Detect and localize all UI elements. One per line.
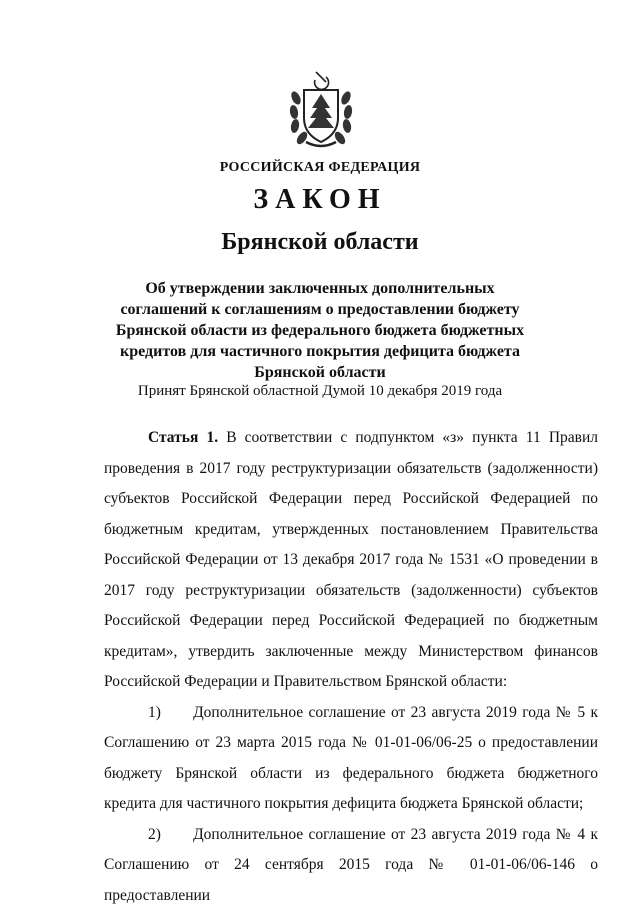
law-body bbox=[104, 423, 598, 911]
list-item bbox=[104, 698, 598, 820]
law-subject-title: Об утверждении заключенных дополнительных соглашений к соглашениям о предоставлении бюджету Брянской области из федерального бюджета бюджетных кредитов для частичного покрытия дефицита бюджета Брянской области bbox=[100, 278, 540, 383]
list-item bbox=[104, 820, 598, 911]
item-text: Дополнительное соглашение от 23 августа 2019 года № 5 к Соглашению от 23 марта 2015 года № 01-01-06/06-25 о предоставлении бюджету Брянской области из федерального бюджета бюджетного кредита для частичного покрытия дефицита бюджета Брянской области; bbox=[104, 704, 598, 813]
article-1-label: Статья 1. bbox=[148, 429, 218, 446]
adoption-line: Принят Брянской областной Думой 10 декабря 2019 года bbox=[0, 383, 640, 400]
article-1-text: В соответствии с подпунктом «з» пункта 11 Правил проведения в 2017 году реструктуризации обязательств (задолженности) субъектов Российской Федерации перед Российской Федерацией по бюджетным кредитам, утвержденных постановлением Правительства Российской Федерации от 13 декабря 2017 года № 1531 «О проведении в 2017 году реструктуризации обязательств (задолженности) субъектов Российской Федерации перед Российской Федерацией по бюджетным кредитам», утвердить заключенные между Министерством финансов Российской Федерации и Правительством Брянской области: bbox=[104, 429, 598, 690]
article-1-paragraph bbox=[104, 423, 598, 698]
coat-of-arms-emblem bbox=[286, 68, 356, 152]
item-number: 2) bbox=[148, 826, 161, 843]
item-number: 1) bbox=[148, 704, 161, 721]
document-type-title: ЗАКОН bbox=[0, 184, 640, 216]
item-text: Дополнительное соглашение от 23 августа 2019 года № 4 к Соглашению от 24 сентября 2015 года № 01-01-06/06-146 о предоставлении bbox=[104, 826, 598, 904]
country-heading: РОССИЙСКАЯ ФЕДЕРАЦИЯ bbox=[0, 160, 640, 176]
region-name: Брянской области bbox=[0, 229, 640, 256]
